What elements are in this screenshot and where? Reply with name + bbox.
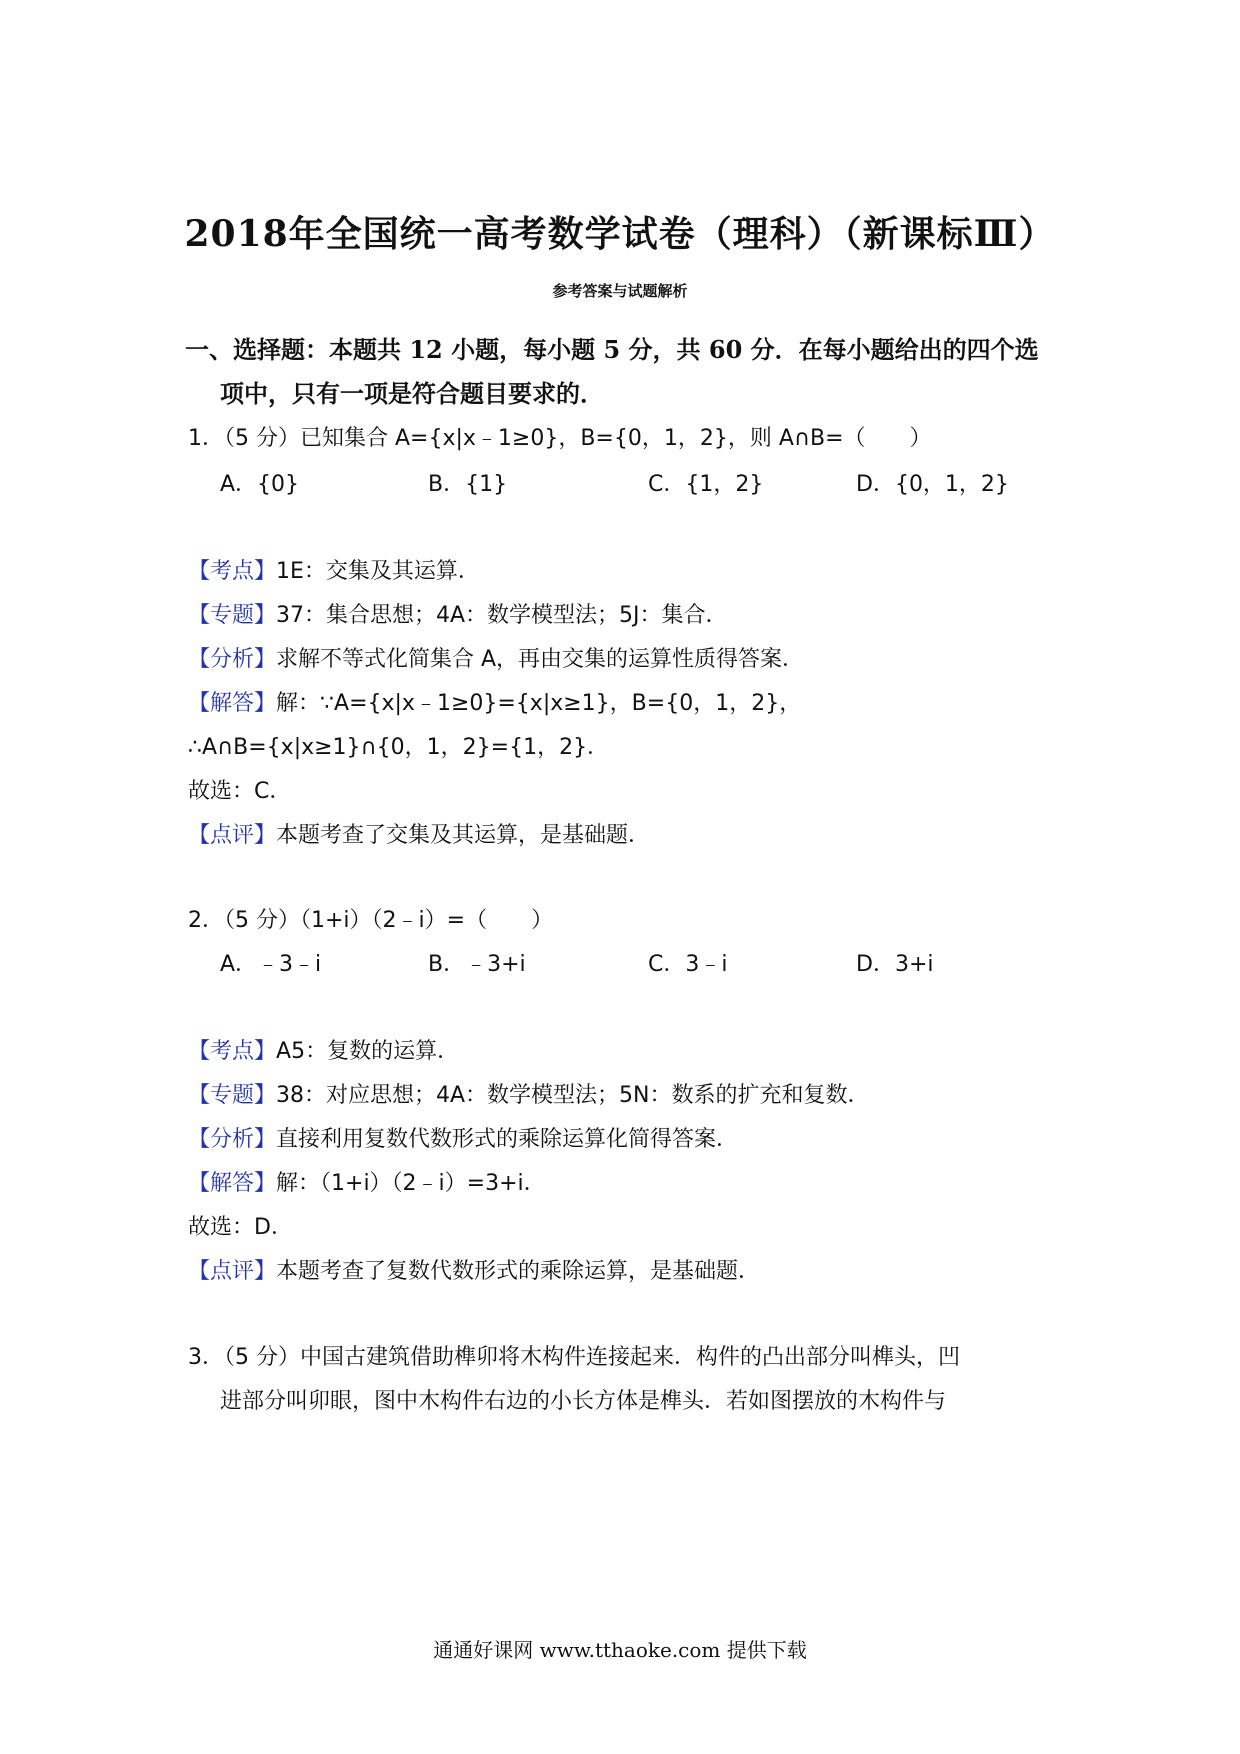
q1-option-d: D．{0，1，2} [856, 472, 1009, 497]
q1-dianping-tag: 【点评】 [188, 823, 277, 848]
q1-jieda-continued: ∴A∩B={x|x≥1}∩{0，1，2}={1，2}． [188, 735, 610, 760]
section-heading-line1: 一、选择题：本题共 12 小题，每小题 5 分，共 60 分．在每小题给出的四个选 [185, 335, 1039, 364]
q3-stem-line1: 3．（5 分）中国古建筑借助榫卯将木构件连接起来．构件的凸出部分叫榫头，凹 [188, 1345, 960, 1370]
q1-jieda [188, 686, 801, 717]
q2-dianping-text: 本题考查了复数代数形式的乘除运算，是基础题． [276, 1259, 761, 1284]
q1-jieda-text: 解：∵A={x|x﹣1≥0}={x|x≥1}，B={0，1，2}， [276, 691, 802, 716]
q2-option-b: B．﹣3+i [428, 952, 526, 977]
page-footer: 通通好课网 www.tthaoke.com 提供下载 [433, 1638, 807, 1662]
q2-jieda [188, 1166, 546, 1197]
q2-stem: 2．（5 分）（1+i）（2﹣i）=（ ） [188, 908, 554, 933]
q2-zhuanti-text: 38：对应思想；4A：数学模型法；5N：数系的扩充和复数． [276, 1083, 870, 1108]
q1-jieda-tag: 【解答】 [188, 691, 277, 716]
q1-fenxi-text: 求解不等式化简集合 A，再由交集的运算性质得答案． [276, 647, 805, 672]
q1-dianping-text: 本题考查了交集及其运算，是基础题． [276, 823, 651, 848]
q1-dianping [188, 818, 650, 849]
q1-zhuanti [188, 598, 728, 629]
q1-zhuanti-text: 37：集合思想；4A：数学模型法；5J：集合． [276, 603, 728, 628]
q1-kaodian [188, 554, 480, 585]
q2-zhuanti [188, 1078, 870, 1109]
q1-kaodian-text: 1E：交集及其运算． [276, 559, 480, 584]
q2-kaodian-text: A5：复数的运算． [276, 1039, 460, 1064]
q2-option-c: C．3﹣i [648, 952, 728, 977]
q1-answer: 故选：C． [188, 779, 292, 804]
q2-fenxi [188, 1122, 738, 1153]
q2-fenxi-text: 直接利用复数代数形式的乘除运算化简得答案． [276, 1127, 739, 1152]
q2-fenxi-tag: 【分析】 [188, 1127, 277, 1152]
section-heading-line2: 项中，只有一项是符合题目要求的． [220, 379, 604, 408]
q1-zhuanti-tag: 【专题】 [188, 603, 277, 628]
q2-kaodian [188, 1034, 459, 1065]
q2-zhuanti-tag: 【专题】 [188, 1083, 277, 1108]
q1-fenxi [188, 642, 804, 673]
q2-dianping [188, 1254, 760, 1285]
q2-kaodian-tag: 【考点】 [188, 1039, 277, 1064]
q2-option-a: A．﹣3﹣i [220, 952, 322, 977]
q2-option-d: D．3+i [856, 952, 934, 977]
q1-stem: 1．（5 分）已知集合 A={x|x﹣1≥0}，B={0，1，2}，则 A∩B=（ ） [188, 426, 932, 451]
q2-dianping-tag: 【点评】 [188, 1259, 277, 1284]
q1-fenxi-tag: 【分析】 [188, 647, 277, 672]
q2-jieda-text: 解：（1+i）（2﹣i）=3+i． [276, 1171, 546, 1196]
q1-option-c: C．{1，2} [648, 472, 764, 497]
q2-answer: 故选：D． [188, 1215, 293, 1240]
q2-jieda-tag: 【解答】 [188, 1171, 277, 1196]
q1-kaodian-tag: 【考点】 [188, 559, 277, 584]
page-subtitle: 参考答案与试题解析 [552, 282, 688, 300]
page-title: 2018年全国统一高考数学试卷（理科）（新课标Ⅲ） [184, 213, 1056, 255]
q1-option-a: A．{0} [220, 472, 300, 497]
q3-stem-line2: 进部分叫卯眼，图中木构件右边的小长方体是榫头．若如图摆放的木构件与 [220, 1389, 947, 1414]
q1-option-b: B．{1} [428, 472, 508, 497]
